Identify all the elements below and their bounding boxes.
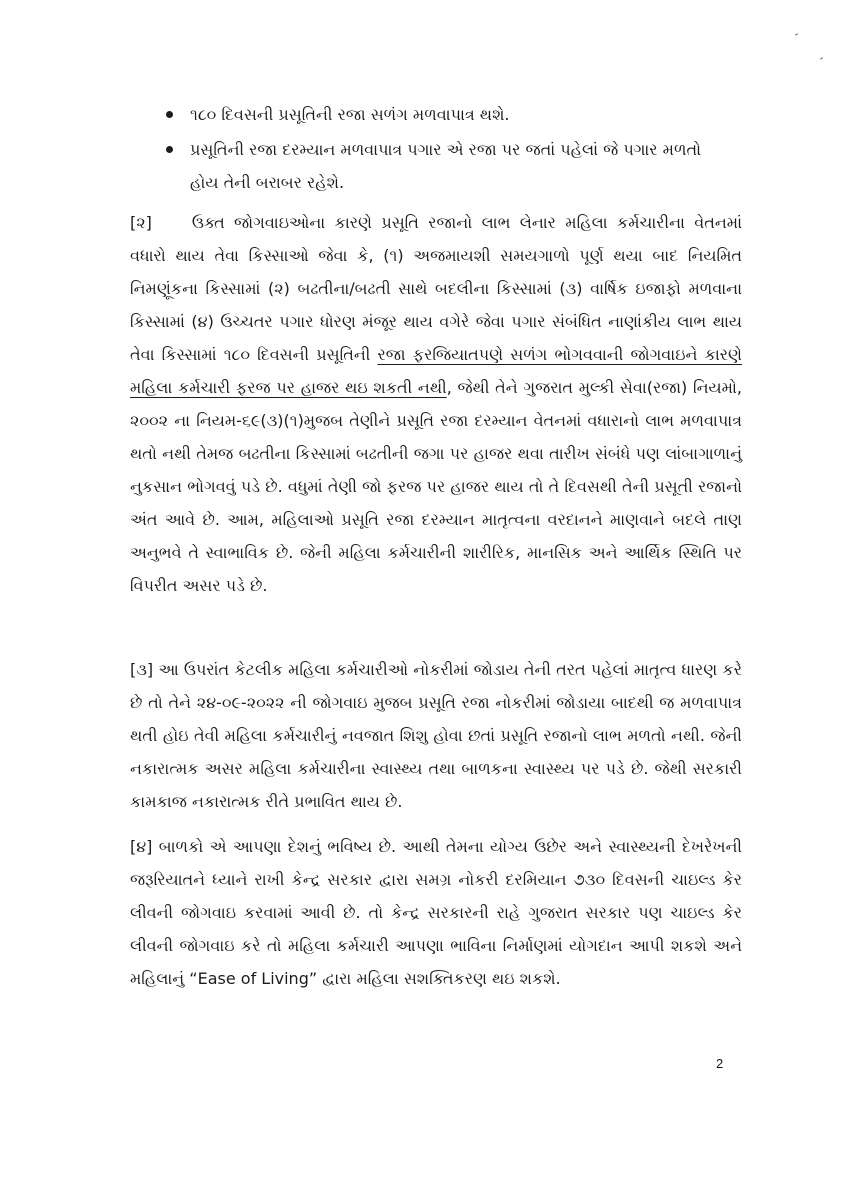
paragraph-number: [૩] bbox=[130, 660, 154, 679]
page-number: 2 bbox=[716, 1056, 724, 1071]
paragraph-3 bbox=[130, 653, 742, 818]
bullet-dot-icon bbox=[166, 146, 173, 153]
bullet-dot-icon bbox=[166, 111, 173, 118]
paragraph-2 bbox=[130, 206, 742, 602]
paragraph-text: ઉક્ત જોગવાઇઓના કારણે પ્રસૂતિ રજાનો લાભ લેનાર મહિલા કર્મચારીના વેતનમાં વધારો થાય તેવા કિસ્સાઓ જેવા કે, (૧) અજમાયશી સમયગાળો પૂર્ણ થયા બાદ નિયમિત નિમણૂંકના કિસ્સામાં (૨) બઢતીના/બઢતી સાથે બદલીના કિસ્સામાં (૩) વાર્ષિક ઇજાફો મળવાના કિસ્સામાં (૪) ઉચ્ચતર પગાર ધોરણ મંજૂર થાય વગેરે જેવા પગાર સંબંધિત નાણાંકીય લાભ થાય તેવા કિસ્સામાં ૧૮૦ દિવસની પ્રસૂતિની bbox=[130, 213, 742, 364]
bullet-text: ૧૮૦ દિવસની પ્રસૂતિની રજા સળંગ મળવાપાત્ર થશે. bbox=[190, 105, 510, 124]
scan-speck bbox=[795, 33, 798, 35]
bullet-text: પ્રસૂતિની રજા દરમ્યાન મળવાપાત્ર પગાર એ રજા પર જતાં પહેલાં જે પગાર મળતો હોય તેની બરાબર રહેશે. bbox=[190, 140, 702, 192]
paragraph-number: [૨] bbox=[130, 213, 152, 232]
paragraph-4 bbox=[130, 830, 742, 995]
bullet-item bbox=[162, 98, 732, 131]
paragraph-text: આ ઉપરાંત કેટલીક મહિલા કર્મચારીઓ નોકરીમાં જોડાય તેની તરત પહેલાં માતૃત્વ ધારણ કરે છે તો તેને ૨૪-૦૯-૨૦૨૨ ની જોગવાઇ મુજબ પ્રસૂતિ રજા નોકરીમાં જોડાયા બાદથી જ મળવાપાત્ર થતી હોઇ તેવી મહિલા કર્મચારીનું નવજાત શિશુ હોવા છતાં પ્રસૂતિ રજાનો લાભ મળતો નથી. જેની નકારાત્મક અસર મહિલા કર્મચારીના સ્વાસ્થ્ય તથા બાળકના સ્વાસ્થ્ય પર પડે છે. જેથી સરકારી કામકાજ નકારાત્મક રીતે પ્રભાવિત થાય છે. bbox=[130, 660, 742, 811]
bullet-item bbox=[162, 133, 732, 199]
paragraph-text: બાળકો એ આપણા દેશનું ભવિષ્ય છે. આથી તેમના યોગ્ય ઉછેર અને સ્વાસ્થ્યની દેખરેખની જરૂરિયાતને ધ્યાને રાખી કેન્દ્ર સરકાર દ્વારા સમગ્ર નોકરી દરમિયાન ૭૩૦ દિવસની ચાઇલ્ડ કેર લીવની જોગવાઇ કરવામાં આવી છે. તો કેન્દ્ર સરકારની રાહે ગુજરાત સરકાર પણ ચાઇલ્ડ કેર લીવની જોગવાઇ કરે તો મહિલા કર્મચારી આપણા ભાવિના નિર્માણમાં યોગદાન આપી શકશે અને મહિલાનું “Ease of Living” દ્વારા મહિલા સશક્તિકરણ થઇ શકશે. bbox=[130, 837, 742, 988]
scan-speck bbox=[820, 57, 823, 59]
paragraph-number: [૪] bbox=[130, 837, 153, 856]
paragraph-text: , જેથી તેને ગુજરાત મુલ્કી સેવા(રજા) નિયમો, ૨૦૦૨ ના નિયમ-૬૯(૩)(૧)મુજબ તેણીને પ્રસૂતિ રજા દરમ્યાન વેતનમાં વધારાનો લાભ મળવાપાત્ર થતો નથી તેમજ બઢતીના કિસ્સામાં બઢતીની જગા પર હાજર થવા તારીખ સંબંધે પણ લાંબાગાળાનું નુકસાન ભોગવવું પડે છે. વધુમાં તેણી જો ફરજ પર હાજર થાય તો તે દિવસથી તેની પ્રસૂતી રજાનો અંત આવે છે. આમ, મહિલાઓ પ્રસૂતિ રજા દરમ્યાન માતૃત્વના વરદાનને માણવાને બદલે તાણ અનુભવે તે સ્વાભાવિક છે. જેની મહિલા કર્મચારીની શારીરિક, માનસિક અને આર્થિક સ્થિતિ પર વિપરીત અસર પડે છે. bbox=[130, 378, 743, 595]
bullet-list bbox=[162, 98, 732, 199]
underlined-text: રજા ફરજિયાતપણે સળંગ ભોગવવાની જોગવાઇને કારણે મહિલા કર્મચારી ફરજ પર હાજર થઇ શકતી નથી bbox=[130, 345, 742, 397]
